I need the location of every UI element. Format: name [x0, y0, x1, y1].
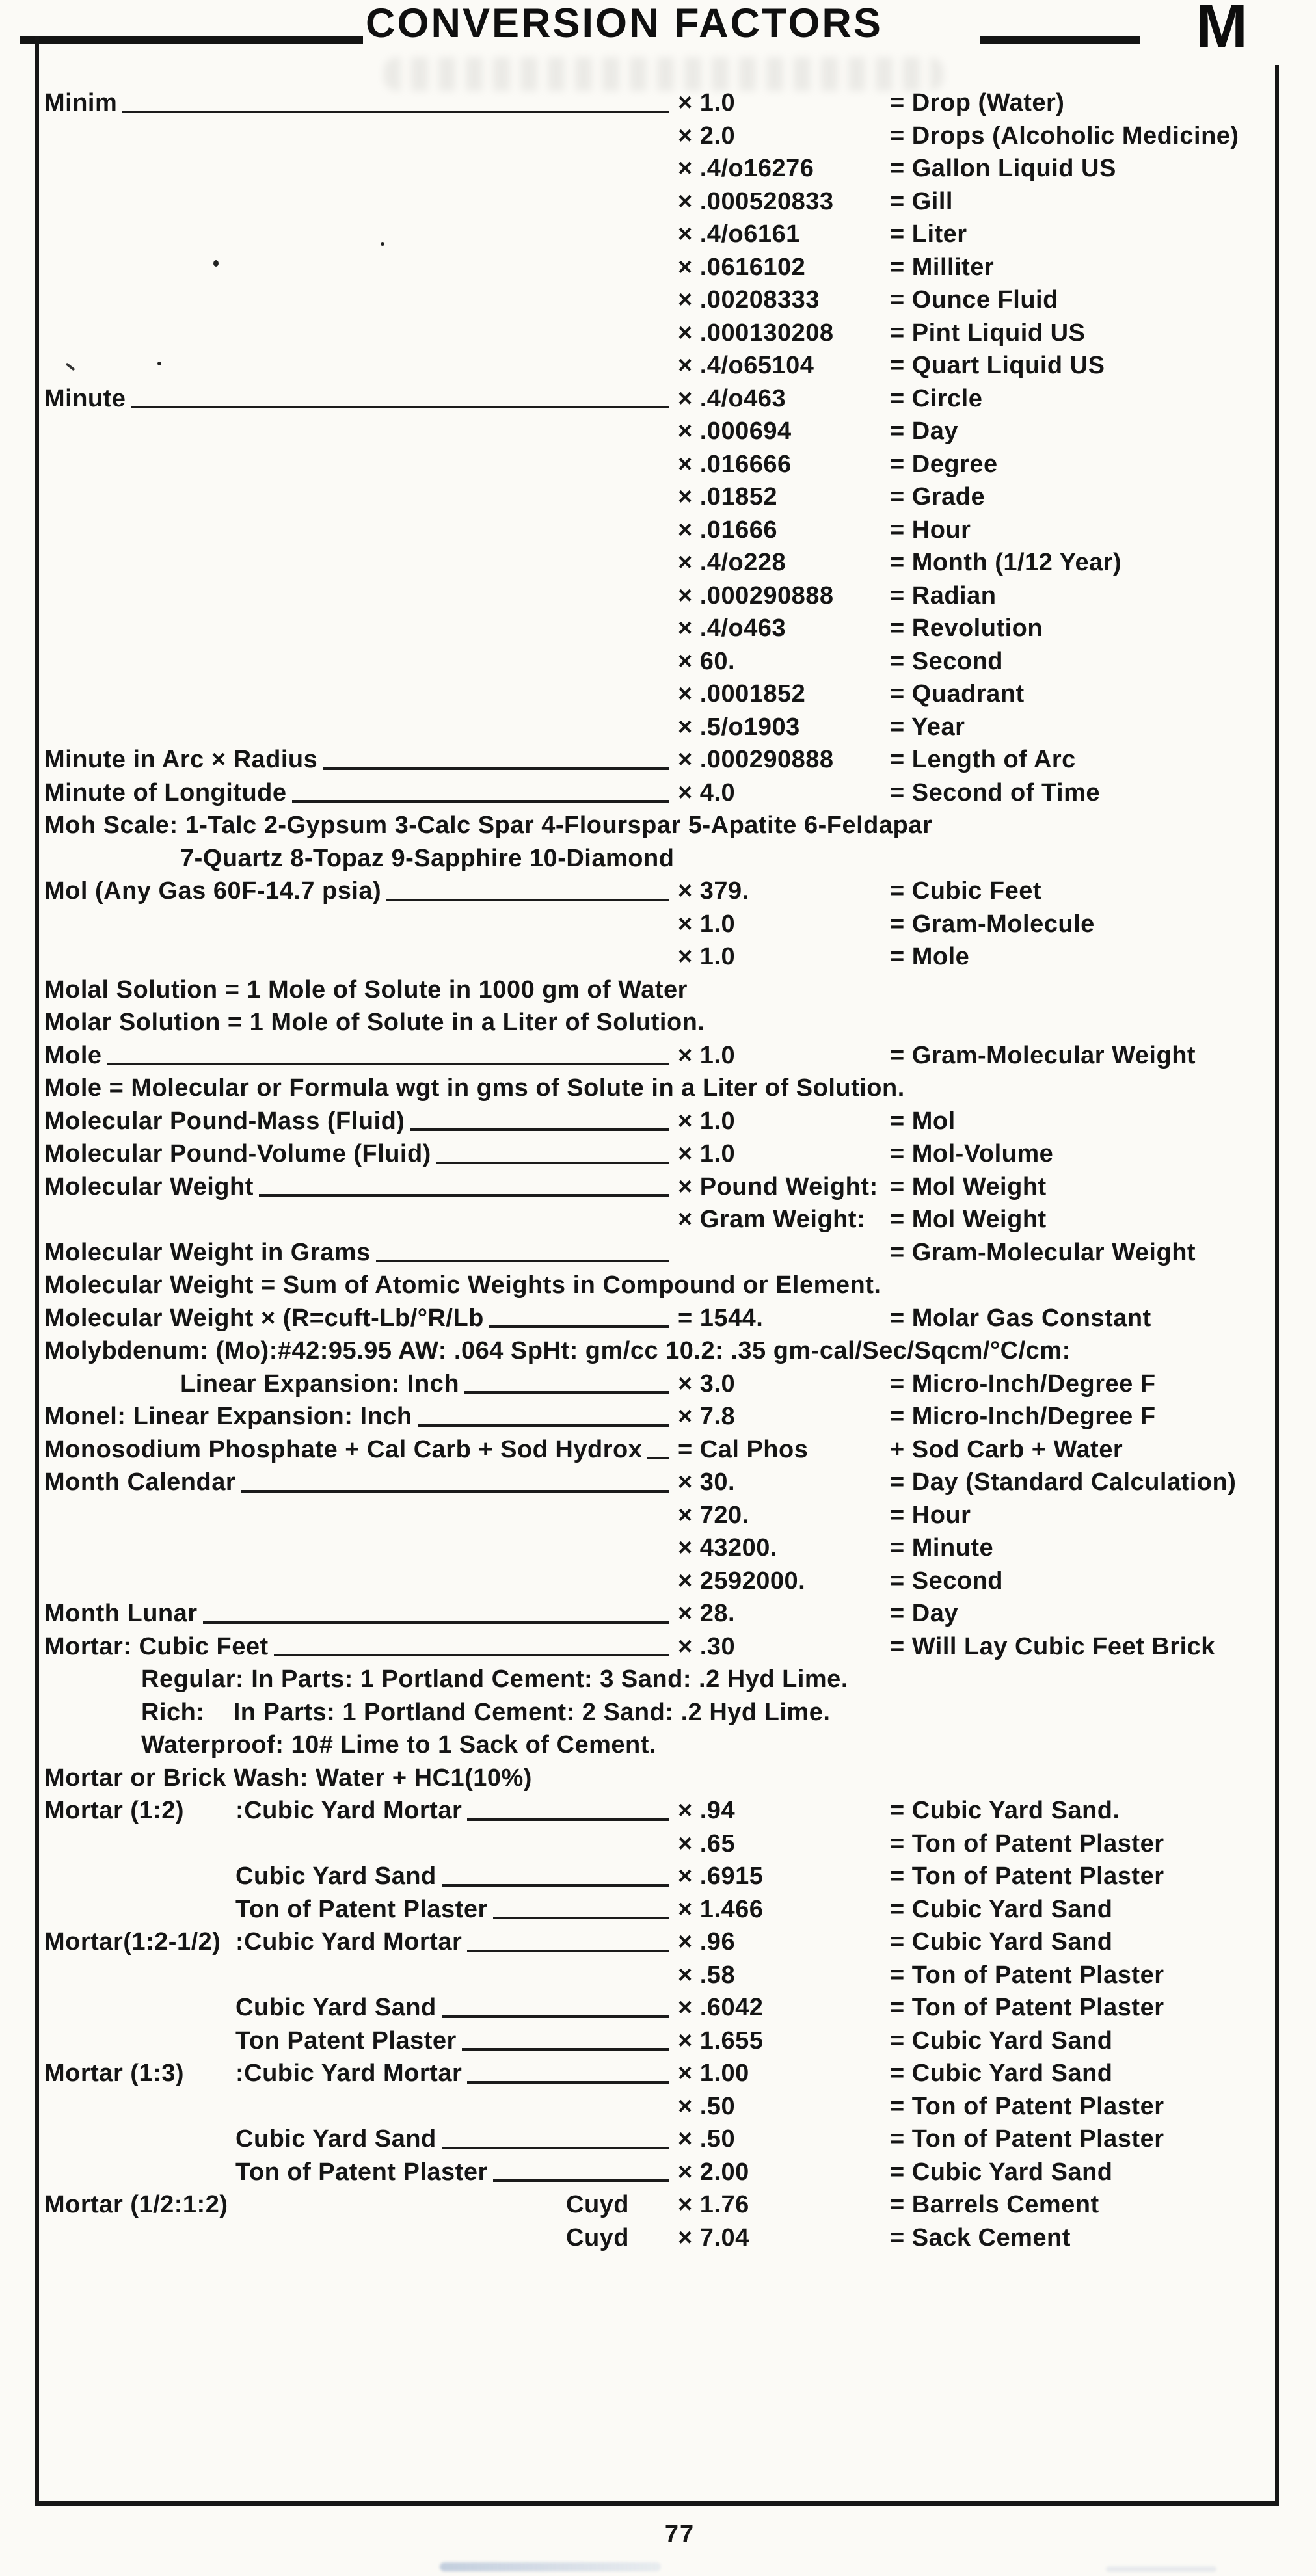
fill-line: [442, 2015, 669, 2018]
result-value: = Quadrant: [890, 680, 1025, 708]
note-text: Regular: In Parts: 1 Portland Cement: 3 Sand: .2 Hyd Lime.: [141, 1666, 848, 1693]
factor-value: × 30.: [678, 1468, 736, 1496]
row-sublabel: :Cubic Yard Mortar: [235, 1797, 463, 1824]
table-row: [0, 1630, 1316, 1664]
result-value: = Day: [890, 418, 958, 445]
factor-value: × .00208333: [678, 286, 820, 313]
table-row: [0, 1893, 1316, 1926]
row-label: [44, 1991, 235, 2025]
factor-value: × .4/o463: [678, 615, 786, 642]
factor-value: × 1.0: [678, 910, 736, 938]
result-value: = Mol: [890, 1107, 956, 1135]
table-row: [0, 349, 1316, 382]
result-value: = Cubic Yard Sand: [890, 1895, 1113, 1923]
result-value: = Gallon Liquid US: [890, 155, 1116, 182]
result-value: + Sod Carb + Water: [890, 1435, 1123, 1463]
factor-value: × .30: [678, 1632, 736, 1660]
factor-value: × .0001852: [678, 680, 806, 708]
factor-value: × .65: [678, 1829, 736, 1857]
row-label: Minute in Arc × Radius: [44, 746, 318, 773]
fill-line: [489, 1325, 669, 1328]
table-row: [0, 1039, 1316, 1072]
result-value: = Ton of Patent Plaster: [890, 1994, 1164, 2021]
table-row: [0, 86, 1316, 120]
result-value: = Milliter: [890, 253, 995, 281]
table-row: [0, 1433, 1316, 1467]
result-value: = Radian: [890, 581, 997, 609]
row-sublabel: :Cubic Yard Mortar: [235, 2060, 463, 2087]
factor-value: × .0616102: [678, 253, 806, 281]
table-row: [0, 152, 1316, 185]
table-row: [0, 1991, 1316, 2025]
result-value: = Cubic Yard Sand.: [890, 1797, 1120, 1824]
table-row: [0, 1860, 1316, 1893]
table-row: [0, 1827, 1316, 1861]
factor-value: × 1.655: [678, 2026, 764, 2054]
row-sublabel: Cubic Yard Sand: [235, 1994, 436, 2021]
table-row: [0, 1597, 1316, 1630]
fill-line: [436, 1162, 669, 1164]
result-value: = Ton of Patent Plaster: [890, 1863, 1164, 1890]
factor-value: × .4/o16276: [678, 155, 814, 182]
result-value: = Revolution: [890, 615, 1043, 642]
row-label: Molecular Weight: [44, 1173, 254, 1201]
fill-line: [107, 1063, 669, 1065]
factor-value: × 4.0: [678, 778, 736, 806]
row-sublabel: :Cubic Yard Mortar: [235, 1928, 463, 1956]
factor-value: × .4/o228: [678, 549, 786, 576]
table-row: [0, 2025, 1316, 2058]
row-label: [44, 2123, 235, 2156]
row-label: [44, 2025, 235, 2058]
table-row: [0, 2188, 1316, 2222]
fill-line: [292, 800, 669, 803]
factor-value: × 7.8: [678, 1403, 736, 1430]
table-row: [0, 711, 1316, 744]
row-label: Monosodium Phosphate + Cal Carb + Sod Hydrox: [44, 1435, 643, 1463]
result-value: = Hour: [890, 1501, 971, 1529]
factor-value: × 379.: [678, 877, 749, 905]
result-value: = Month (1/12 Year): [890, 549, 1122, 576]
note-text: Mortar or Brick Wash: Water + HC1(10%): [44, 1764, 532, 1792]
result-value: = Mol-Volume: [890, 1140, 1054, 1167]
note-row: [0, 1269, 1316, 1302]
header-rule-left: [20, 36, 363, 44]
conversion-table: [0, 86, 1316, 2254]
result-value: = Molar Gas Constant: [890, 1304, 1151, 1332]
table-row: [0, 777, 1316, 810]
note-row: [0, 1072, 1316, 1105]
table-row: [0, 1203, 1316, 1236]
fill-line: [274, 1654, 669, 1656]
table-row: [0, 1466, 1316, 1499]
factor-value: × .50: [678, 2092, 736, 2120]
fill-line: [203, 1621, 669, 1624]
table-row: [0, 875, 1316, 908]
table-row: [0, 218, 1316, 251]
result-value: = Gram-Molecular Weight: [890, 1238, 1196, 1266]
note-row: [0, 974, 1316, 1007]
unit-label: Cuyd: [566, 2224, 629, 2251]
result-value: = Second: [890, 647, 1003, 675]
result-value: = Cubic Yard Sand: [890, 2026, 1113, 2054]
row-label: Mortar (1:3): [44, 2060, 185, 2087]
table-row: [0, 908, 1316, 941]
row-label: Molecular Weight × (R=cuft-Lb/°R/Lb: [44, 1304, 484, 1332]
row-label: Mol (Any Gas 60F-14.7 psia): [44, 877, 382, 905]
row-label: [44, 1893, 235, 1926]
row-label: Mortar (1/2:1:2): [44, 2191, 228, 2218]
fill-line: [410, 1128, 669, 1131]
header-rule-right: [980, 36, 1140, 44]
fill-line: [467, 1950, 669, 1952]
table-row: [0, 1499, 1316, 1532]
result-value: = Cubic Yard Sand: [890, 2060, 1113, 2087]
factor-value: × 1.0: [678, 1041, 736, 1069]
table-row: [0, 1532, 1316, 1565]
result-value: = Mol Weight: [890, 1206, 1047, 1233]
result-value: = Day (Standard Calculation): [890, 1468, 1237, 1496]
result-value: = Barrels Cement: [890, 2191, 1099, 2218]
result-value: = Drops (Alcoholic Medicine): [890, 122, 1239, 150]
note-text: Mole = Molecular or Formula wgt in gms of Solute in a Liter of Solution.: [44, 1074, 905, 1102]
scan-speck: [213, 260, 219, 267]
result-value: = Micro-Inch/Degree F: [890, 1370, 1156, 1398]
table-row: [0, 1794, 1316, 1827]
table-row: [0, 2090, 1316, 2123]
table-row: [0, 546, 1316, 579]
fill-line: [418, 1424, 669, 1427]
fill-line: [647, 1457, 669, 1459]
table-row: [0, 481, 1316, 514]
result-value: = Grade: [890, 483, 986, 511]
row-label: Minim: [44, 89, 118, 116]
factor-value: × 720.: [678, 1501, 749, 1529]
factor-value: × .4/o65104: [678, 352, 814, 379]
row-sublabel: Cubic Yard Sand: [235, 1863, 436, 1890]
factor-value: × .016666: [678, 450, 792, 478]
result-value: = Gram-Molecule: [890, 910, 1095, 938]
note-text: Molecular Weight = Sum of Atomic Weights in Compound or Element.: [44, 1271, 881, 1299]
result-value: = Ton of Patent Plaster: [890, 1829, 1164, 1857]
fill-line: [467, 1818, 669, 1821]
result-value: = Ton of Patent Plaster: [890, 2125, 1164, 2153]
result-value: = Liter: [890, 220, 967, 248]
note-text: Waterproof: 10# Lime to 1 Sack of Cement.: [141, 1731, 656, 1759]
fill-line: [442, 1884, 669, 1887]
scan-smudge: [440, 2562, 661, 2571]
fill-line: [386, 899, 669, 901]
result-value: = Cubic Feet: [890, 877, 1041, 905]
note-row: [0, 1663, 1316, 1696]
factor-value: × 1.00: [678, 2060, 749, 2087]
result-value: = Pint Liquid US: [890, 319, 1086, 347]
fill-line: [464, 1391, 669, 1394]
note-text: Molybdenum: (Mo):#42:95.95 AW: .064 SpHt: gm/cc 10.2: .35 gm-cal/Sec/Sqcm/°C/cm:: [44, 1337, 1071, 1364]
note-row: [0, 809, 1316, 842]
result-value: = Ounce Fluid: [890, 286, 1058, 313]
factor-value: × .000694: [678, 418, 792, 445]
table-row: [0, 1236, 1316, 1269]
factor-value: = Cal Phos: [678, 1435, 809, 1463]
result-value: = Micro-Inch/Degree F: [890, 1403, 1156, 1430]
row-label: Linear Expansion: Inch: [180, 1370, 460, 1398]
result-value: = Will Lay Cubic Feet Brick: [890, 1632, 1215, 1660]
page-title: CONVERSION FACTORS: [366, 1, 883, 46]
note-text: Rich: In Parts: 1 Portland Cement: 2 Sand: .2 Hyd Lime.: [141, 1698, 831, 1726]
note-row: [0, 1729, 1316, 1762]
result-value: = Sack Cement: [890, 2224, 1071, 2251]
page-border-bottom: [35, 2501, 1279, 2506]
fill-line: [323, 767, 669, 770]
row-label: Mortar (1:2): [44, 1797, 185, 1824]
factor-value: × 2.00: [678, 2158, 749, 2186]
table-row: [0, 1400, 1316, 1433]
factor-value: × .58: [678, 1961, 736, 1989]
result-value: = Cubic Yard Sand: [890, 2158, 1113, 2186]
row-label: Month Calendar: [44, 1468, 236, 1496]
note-row: [0, 1762, 1316, 1795]
table-row: [0, 2156, 1316, 2189]
row-label: Mortar(1:2-1/2): [44, 1928, 221, 1956]
result-value: = Length of Arc: [890, 746, 1076, 773]
table-row: [0, 1105, 1316, 1138]
table-row: [0, 120, 1316, 153]
result-value: = Quart Liquid US: [890, 352, 1105, 379]
table-row: [0, 678, 1316, 711]
table-row: [0, 579, 1316, 613]
note-text: 7-Quartz 8-Topaz 9-Sapphire 10-Diamond: [180, 844, 675, 872]
table-row: [0, 1368, 1316, 1401]
table-row: [0, 1565, 1316, 1598]
result-value: = Gram-Molecular Weight: [890, 1041, 1196, 1069]
table-row: [0, 2222, 1316, 2255]
note-text: Moh Scale: 1-Talc 2-Gypsum 3-Calc Spar 4-Flourspar 5-Apatite 6-Feldapar: [44, 812, 933, 839]
factor-value: × Gram Weight:: [678, 1206, 866, 1233]
result-value: = Degree: [890, 450, 998, 478]
fill-line: [493, 1917, 669, 1919]
factor-value: × .01666: [678, 516, 777, 544]
factor-value: × 43200.: [678, 1534, 777, 1561]
row-label: [44, 2156, 235, 2189]
fill-line: [467, 2081, 669, 2084]
note-row: [0, 1334, 1316, 1368]
row-label: Minute: [44, 384, 126, 412]
result-value: = Gill: [890, 187, 953, 215]
note-text: Molar Solution = 1 Mole of Solute in a Liter of Solution.: [44, 1009, 705, 1036]
factor-value: × Pound Weight:: [678, 1173, 878, 1201]
factor-value: × .000290888: [678, 746, 834, 773]
factor-value: × .000130208: [678, 319, 834, 347]
row-label: Molecular Pound-Mass (Fluid): [44, 1107, 405, 1135]
scan-speck: [157, 362, 161, 365]
factor-value: × .4/o6161: [678, 220, 800, 248]
factor-value: × 7.04: [678, 2224, 749, 2251]
fill-line: [462, 2048, 669, 2051]
row-label: Mortar: Cubic Feet: [44, 1632, 269, 1660]
fill-line: [376, 1260, 669, 1262]
scan-speck: [381, 242, 384, 246]
fill-line: [131, 406, 669, 408]
fill-line: [442, 2147, 669, 2149]
factor-value: × .50: [678, 2125, 736, 2153]
factor-value: × .01852: [678, 483, 777, 511]
factor-value: × 1.76: [678, 2191, 749, 2218]
table-row: [0, 382, 1316, 416]
row-sublabel: Ton Patent Plaster: [235, 2026, 457, 2054]
table-row: [0, 284, 1316, 317]
factor-value: × 1.0: [678, 1140, 736, 1167]
result-value: = Year: [890, 713, 965, 741]
factor-value: × .5/o1903: [678, 713, 800, 741]
table-row: [0, 645, 1316, 678]
result-value: = Ton of Patent Plaster: [890, 2092, 1164, 2120]
factor-value: × 2592000.: [678, 1567, 806, 1595]
fill-line: [122, 111, 669, 113]
factor-value: × 1.0: [678, 89, 736, 116]
factor-value: × 60.: [678, 647, 736, 675]
row-label: Minute of Longitude: [44, 778, 287, 806]
row-label: Mole: [44, 1041, 102, 1069]
result-value: = Hour: [890, 516, 971, 544]
row-label: [44, 1860, 235, 1893]
table-row: [0, 612, 1316, 645]
row-label: Molecular Pound-Volume (Fluid): [44, 1140, 431, 1167]
table-row: [0, 1171, 1316, 1204]
factor-value: × .000290888: [678, 581, 834, 609]
unit-label: Cuyd: [566, 2191, 629, 2218]
result-value: = Second: [890, 1567, 1003, 1595]
table-row: [0, 1926, 1316, 1959]
note-row: [0, 842, 1316, 875]
row-sublabel: Ton of Patent Plaster: [235, 1895, 488, 1923]
scan-smudge: [1106, 2566, 1216, 2572]
factor-value: × 28.: [678, 1600, 736, 1627]
note-row: [0, 1696, 1316, 1729]
table-row: [0, 1959, 1316, 1992]
result-value: = Ton of Patent Plaster: [890, 1961, 1164, 1989]
factor-value: × .6042: [678, 1994, 764, 2021]
factor-value: × .000520833: [678, 187, 834, 215]
table-row: [0, 940, 1316, 974]
factor-value: = 1544.: [678, 1304, 764, 1332]
result-value: = Drop (Water): [890, 89, 1065, 116]
factor-value: × 3.0: [678, 1370, 736, 1398]
table-row: [0, 317, 1316, 350]
factor-value: × .6915: [678, 1863, 764, 1890]
result-value: = Minute: [890, 1534, 994, 1561]
factor-value: × .96: [678, 1928, 736, 1956]
fill-line: [493, 2179, 669, 2182]
table-row: [0, 1137, 1316, 1171]
factor-value: × .94: [678, 1797, 736, 1824]
row-label: Molecular Weight in Grams: [44, 1238, 371, 1266]
page-number: 77: [664, 2521, 695, 2548]
note-text: Molal Solution = 1 Mole of Solute in 1000 gm of Water: [44, 976, 688, 1003]
table-row: [0, 514, 1316, 547]
table-row: [0, 251, 1316, 284]
table-row: [0, 415, 1316, 448]
result-value: = Mol Weight: [890, 1173, 1047, 1201]
row-label: Monel: Linear Expansion: Inch: [44, 1403, 412, 1430]
fill-line: [259, 1194, 669, 1197]
factor-value: × 1.466: [678, 1895, 764, 1923]
table-row: [0, 2057, 1316, 2090]
table-row: [0, 448, 1316, 481]
factor-value: × .4/o463: [678, 384, 786, 412]
result-value: = Cubic Yard Sand: [890, 1928, 1113, 1956]
factor-value: × 2.0: [678, 122, 736, 150]
section-letter: M: [1196, 0, 1248, 61]
factor-value: × 1.0: [678, 1107, 736, 1135]
result-value: = Day: [890, 1600, 958, 1627]
table-row: [0, 2123, 1316, 2156]
result-value: = Second of Time: [890, 778, 1100, 806]
table-row: [0, 1302, 1316, 1335]
row-sublabel: Cubic Yard Sand: [235, 2125, 436, 2153]
row-sublabel: Ton of Patent Plaster: [235, 2158, 488, 2186]
table-row: [0, 743, 1316, 777]
note-row: [0, 1006, 1316, 1039]
factor-value: × 1.0: [678, 943, 736, 970]
fill-line: [241, 1490, 669, 1493]
row-label: Month Lunar: [44, 1600, 198, 1627]
table-row: [0, 185, 1316, 219]
result-value: = Mole: [890, 943, 970, 970]
result-value: = Circle: [890, 384, 983, 412]
